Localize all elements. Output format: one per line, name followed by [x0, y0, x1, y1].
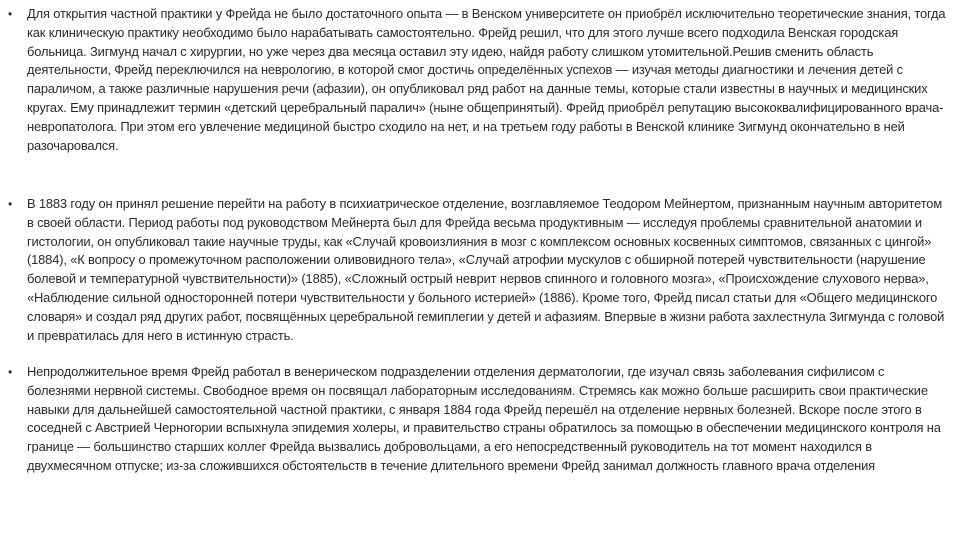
bullet-marker: • [8, 197, 13, 211]
bullet-text-1: Для открытия частной практики у Фрейда не было достаточного опыта — в Венском университете он приобрёл исключительно теоретические знания, тогда как клиническую практику необходимо было нарабатывать самостоятельно. Фрейд решил, что для этого лучше всего подходила Венская городская больница. Зигмунд начал с хирургии, но уже через два месяца оставил эту идею, найдя работу слишком утомительной.Решив сменить область деятельности, Фрейд переключился на неврологию, в которой смог достичь определённых успехов — изучая методы диагностики и лечения детей с параличом, а также различные нарушения речи (афазии), он опубликовал ряд работ на данные темы, которые стали известны в научных и медицинских кругах. Ему принадлежит термин «детский церебральный паралич» (ныне общепринятый). Фрейд приобрёл репутацию высококвалифицированного врача-невропатолога. При этом его увлечение медициной быстро сходило на нет, и на третьем году работы в Венской клинике Зигмунд окончательно в ней разочаровался. [27, 6, 946, 153]
bullet-marker: • [8, 365, 13, 379]
bullet-text-3: Непродолжительное время Фрейд работал в венерическом подразделении отделения дерматологии, где изучал связь заболевания сифилисом с болезнями нервной системы. Свободное время он посвящал лабораторным исследованиям. Стремясь как можно больше расширить свои практические навыки для дальнейшей самостоятельной частной практики, с января 1884 года Фрейд перешёл на отделение нервных болезней. Вскоре после этого в соседней с Австрией Черногории вспыхнула эпидемия холеры, и правительство страны обратилось за помощью в обеспечении медицинского контроля на границе — большинство старших коллег Фрейда вызвались добровольцами, а его непосредственный руководитель на тот момент находился в двухмесячном отпуске; из-за сложившихся обстоятельств в течение длительного времени Фрейд занимал должность главного врача отделения [27, 364, 941, 473]
bullet-text-2: В 1883 году он принял решение перейти на работу в психиатрическое отделение, возглавляемое Теодором Мейнертом, признанным научным авторитетом в своей области. Период работы под руководством Мейнерта был для Фрейда весьма продуктивным — исследуя проблемы сравнительной анатомии и гистологии, он опубликовал такие научные труды, как «Случай кровоизлияния в мозг с комплексом основных косвенных симптомов, связанных с цингой» (1884), «К вопросу о промежуточном расположении оливовидного тела», «Случай атрофии мускулов с обширной потерей чувствительности (нарушение болевой и температурной чувствительности)» (1885), «Сложный острый неврит нервов спинного и головного мозга», «Происхождение слухового нерва», «Наблюдение сильной односторонней потери чувствительности у больного истерией» (1886). Кроме того, Фрейд писал статьи для «Общего медицинского словаря» и создал ряд других работ, посвящённых церебральной гемиплегии у детей и афазиям. Впервые в жизни работа захлестнула Зигмунда с головой и превратилась для него в истинную страсть. [27, 196, 945, 343]
bullet-marker: • [8, 7, 13, 21]
